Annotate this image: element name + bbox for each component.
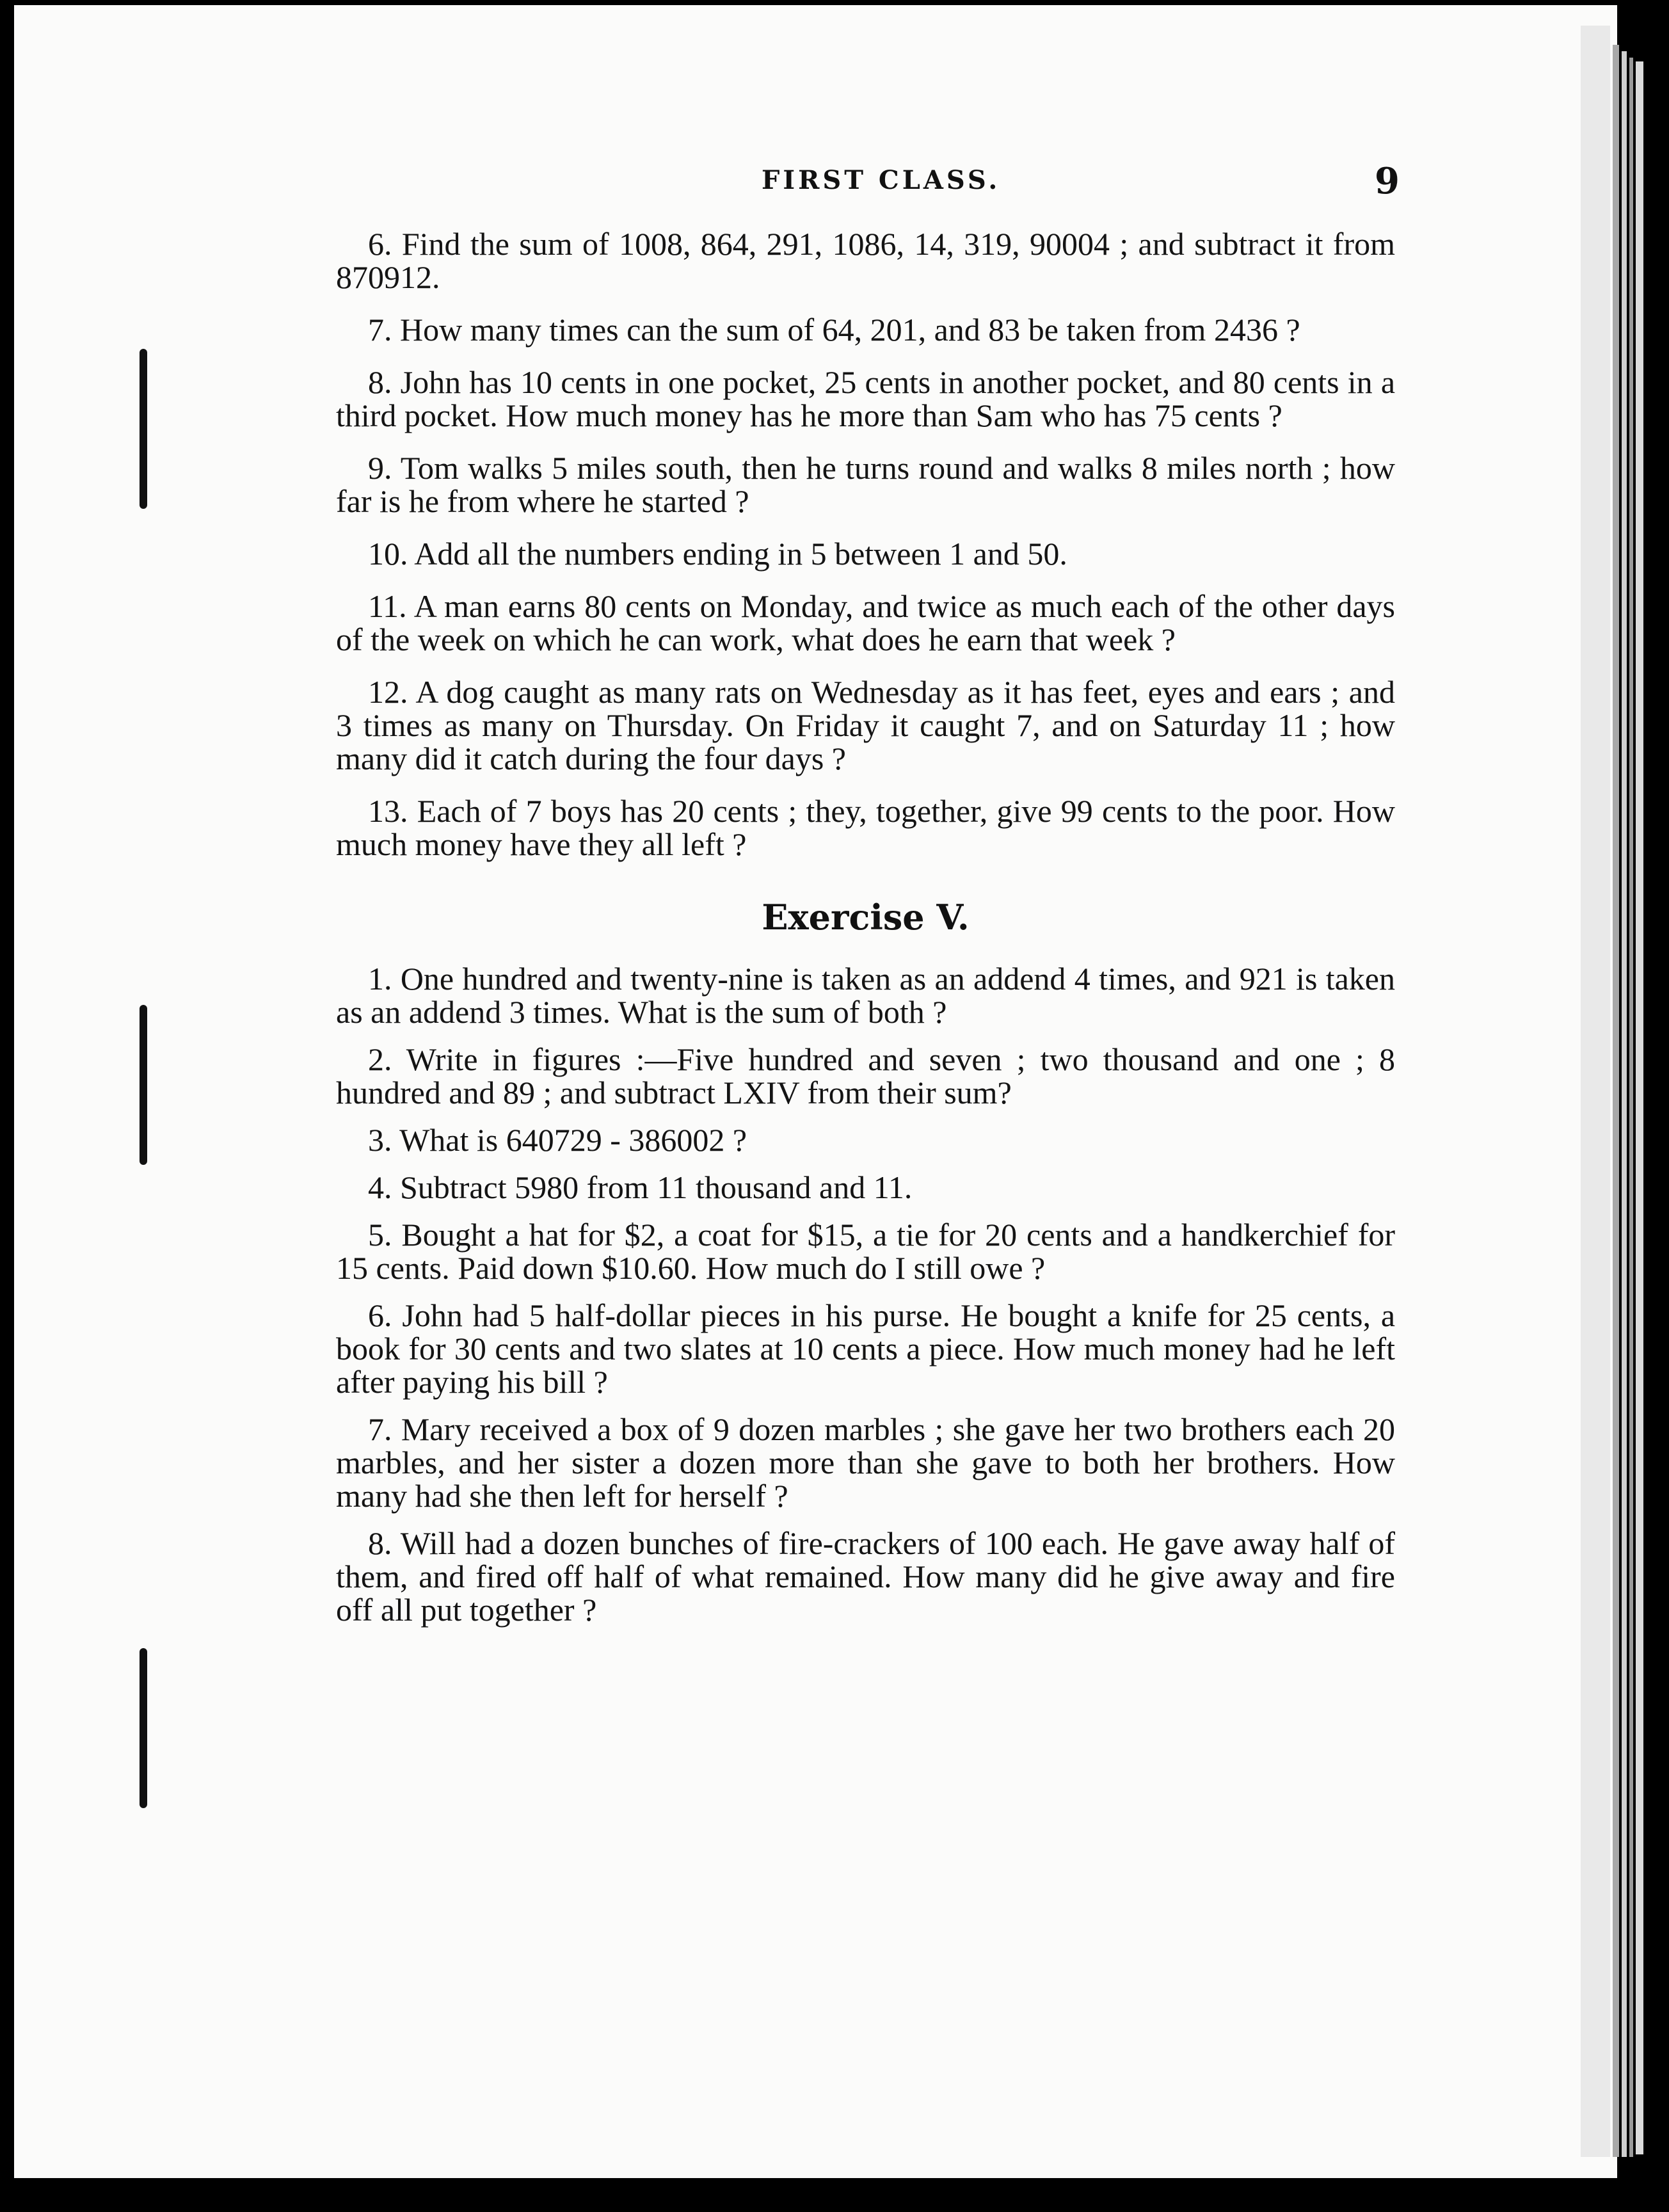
problem-text: Add all the numbers ending in 5 between 1 and 50. <box>414 536 1067 572</box>
problem-text: Bought a hat for $2, a coat for $15, a tie for 20 cents and a handkerchief for 15 cents. Paid down $10.60. How much do I still owe ? <box>336 1217 1396 1286</box>
problem-item <box>336 1218 1395 1285</box>
binding-hole-mark <box>140 349 147 509</box>
problem-text: One hundred and twenty-nine is taken as an addend 4 times, and 921 is taken as an addend 3 times. What is the sum of both ? <box>336 961 1396 1030</box>
problem-list-exercise <box>336 962 1395 1626</box>
page-edge <box>1629 58 1633 2157</box>
exercise-heading: Exercise V. <box>762 897 970 938</box>
page-number: 9 <box>1375 160 1400 202</box>
problem-number: 10. <box>368 536 408 572</box>
problem-item <box>336 1299 1395 1399</box>
page-edge <box>1622 51 1627 2157</box>
problem-number: 4. <box>368 1169 392 1205</box>
problem-text: Each of 7 boys has 20 cents ; they, together, give 99 cents to the poor. How much money have they all left ? <box>336 793 1395 862</box>
problem-text: A man earns 80 cents on Monday, and twice as much each of the other days of the week on which he can work, what does he earn that week ? <box>336 588 1395 657</box>
problem-number: 6. <box>368 226 392 262</box>
problem-number: 1. <box>368 961 392 997</box>
problem-item <box>336 1043 1395 1109</box>
problem-number: 5. <box>368 1217 392 1253</box>
problem-item <box>336 794 1395 861</box>
running-head: FIRST CLASS. <box>762 165 1001 195</box>
problem-number: 8. <box>368 364 392 400</box>
page-body <box>336 227 1395 1640</box>
binding-hole-mark <box>140 1648 147 1808</box>
problem-item <box>336 589 1395 656</box>
problem-text: Find the sum of 1008, 864, 291, 1086, 14, 319, 90004 ; and subtract it from 870912. <box>336 226 1396 295</box>
problem-text: Mary received a box of 9 dozen marbles ; she gave her two brothers each 20 marbles, and her sister a dozen more than she gave to both her brothers. How many had she then left for herself ? <box>336 1411 1395 1514</box>
problem-number: 8. <box>368 1525 392 1561</box>
problem-text: Will had a dozen bunches of fire-crackers of 100 each. He gave away half of them, and fired off half of what remained. How many did he give away and fire off all put together ? <box>336 1525 1395 1628</box>
problem-number: 7. <box>368 1411 392 1447</box>
problem-item <box>336 365 1395 432</box>
problem-item <box>336 1413 1395 1512</box>
binding-hole-mark <box>140 1005 147 1165</box>
problem-text: John has 10 cents in one pocket, 25 cents in another pocket, and 80 cents in a third pocket. How much money has he more than Sam who has 75 cents ? <box>336 364 1396 433</box>
problem-number: 12. <box>368 674 408 710</box>
problem-list-top <box>336 227 1395 861</box>
problem-number: 7. <box>368 312 392 348</box>
problem-item <box>336 675 1395 775</box>
problem-text: What is 640729 - 386002 ? <box>399 1122 747 1158</box>
problem-item <box>336 962 1395 1029</box>
problem-text: How many times can the sum of 64, 201, and 83 be taken from 2436 ? <box>400 312 1300 348</box>
problem-item <box>336 451 1395 518</box>
problem-number: 9. <box>368 450 392 486</box>
page-edge <box>1636 61 1643 2154</box>
problem-number: 3. <box>368 1122 392 1158</box>
problem-item <box>336 1527 1395 1626</box>
problem-item <box>336 227 1395 294</box>
problem-text: John had 5 half-dollar pieces in his purse. He bought a knife for 25 cents, a book for 30 cents and two slates at 10 cents a piece. How much money had he left after paying his bill ? <box>336 1297 1396 1400</box>
page-edge <box>1613 45 1619 2157</box>
problem-item <box>336 1171 1395 1204</box>
problem-text: A dog caught as many rats on Wednesday as it has feet, eyes and ears ; and 3 times as many on Thursday. On Friday it caught 7, and on Saturday 11 ; how many did it catch during the four days ? <box>336 674 1395 776</box>
problem-item <box>336 537 1395 570</box>
problem-number: 2. <box>368 1041 392 1077</box>
problem-item <box>336 313 1395 346</box>
problem-number: 6. <box>368 1297 392 1333</box>
problem-item <box>336 1123 1395 1157</box>
problem-text: Write in figures :—Five hundred and seven ; two thousand and one ; 8 hundred and 89 ; and subtract LXIV from their sum? <box>336 1041 1395 1110</box>
problem-text: Tom walks 5 miles south, then he turns round and walks 8 miles north ; how far is he from where he started ? <box>336 450 1395 519</box>
page-edge <box>1581 26 1610 2157</box>
problem-number: 13. <box>368 793 408 829</box>
problem-number: 11. <box>368 588 407 624</box>
problem-text: Subtract 5980 from 11 thousand and 11. <box>400 1169 913 1205</box>
